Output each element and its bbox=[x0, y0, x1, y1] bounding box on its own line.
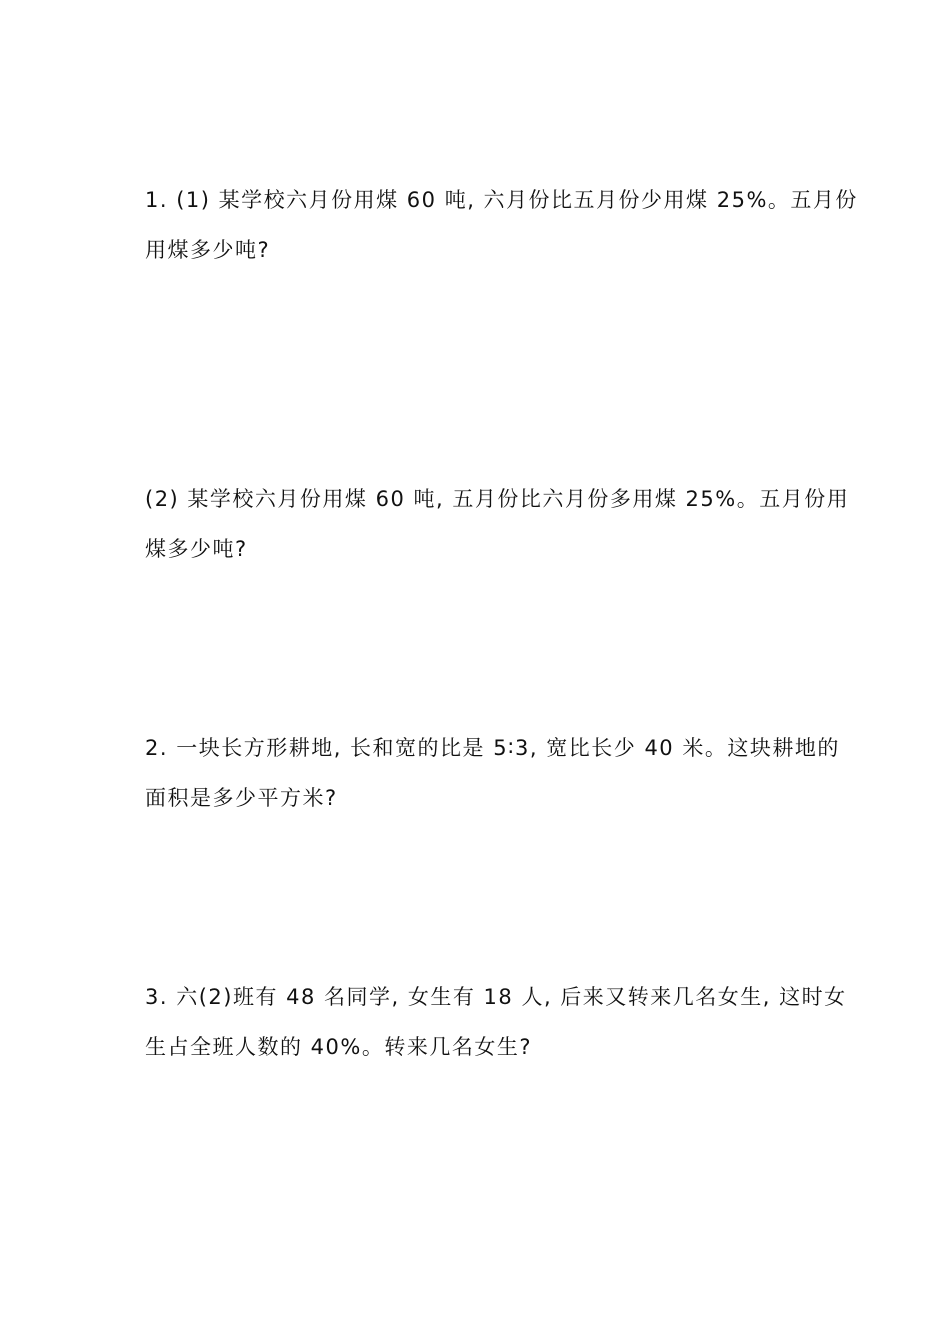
problem-3 bbox=[145, 972, 847, 1072]
problem-2 bbox=[145, 723, 840, 823]
problem-1-part-2 bbox=[145, 474, 850, 574]
problem-text-line: 1. (1) 某学校六月份用煤 60 吨, 六月份比五月份少用煤 25%。五月份 bbox=[145, 188, 858, 212]
problem-text-line: 3. 六(2)班有 48 名同学, 女生有 18 人, 后来又转来几名女生, 这时女 bbox=[145, 985, 847, 1009]
problem-text-line: 煤多少吨? bbox=[145, 537, 248, 561]
problem-text-line: 用煤多少吨? bbox=[145, 238, 271, 262]
problem-text-line: 面积是多少平方米? bbox=[145, 786, 338, 810]
problem-text-line: (2) 某学校六月份用煤 60 吨, 五月份比六月份多用煤 25%。五月份用 bbox=[145, 487, 850, 511]
problem-1-part-1 bbox=[145, 175, 858, 275]
problem-text-line: 生占全班人数的 40%。转来几名女生? bbox=[145, 1035, 532, 1059]
problem-text-line: 2. 一块长方形耕地, 长和宽的比是 5∶3, 宽比长少 40 米。这块耕地的 bbox=[145, 736, 840, 760]
